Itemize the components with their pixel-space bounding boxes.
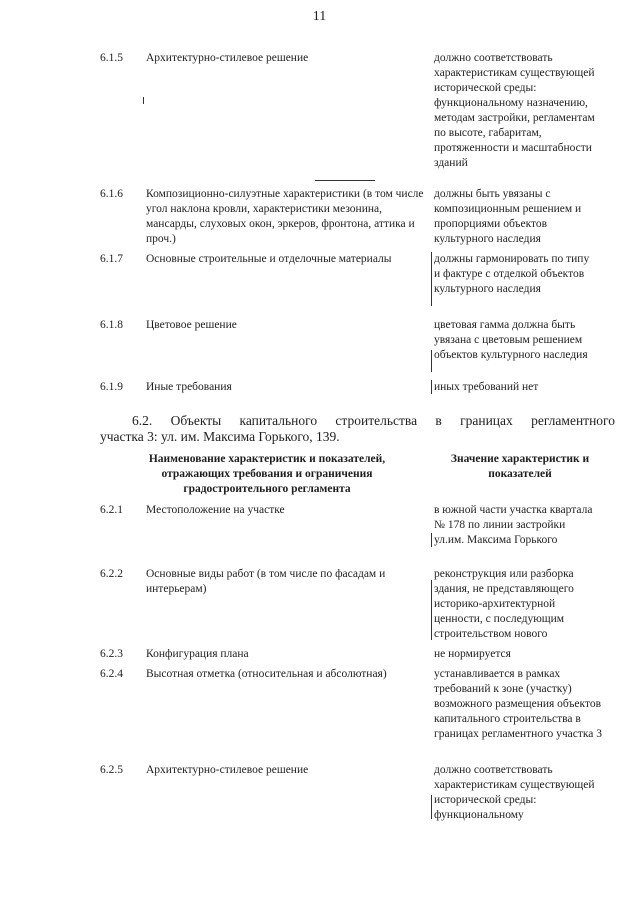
section-heading <box>100 413 615 445</box>
column-header-name: Наименование характеристик и показателей, отражающих требования и ограничения градостроительного регламента <box>148 453 386 495</box>
page-number: 11 <box>312 9 327 24</box>
row-name: Высотная отметка (относительная и абсолютная) <box>146 668 387 680</box>
row-value: в южной части участка квартала № 178 по линии застройки ул.им. Максима Горького <box>434 504 593 546</box>
row-value: реконструкция или разборка здания, не представляющего историко-архитектурной ценности, с последующим строительством нового <box>434 568 574 640</box>
row-value: иных требований нет <box>434 381 539 393</box>
row-number: 6.2.3 <box>100 648 123 660</box>
row-number: 6.2.2 <box>100 568 123 580</box>
row-value: устанавливается в рамках требований к зоне (участку) возможного размещения объектов капитального строительства в границах регламентного участка 3 <box>434 668 603 740</box>
row-name: Цветовое решение <box>146 319 237 331</box>
section-heading-line: 6.2. Объекты капитального строительства в границах регламентного <box>132 413 615 428</box>
column-divider <box>431 580 432 640</box>
row-name: Иные требования <box>146 381 232 393</box>
row-number: 6.2.5 <box>100 764 123 776</box>
column-divider <box>431 252 432 306</box>
row-number: 6.1.6 <box>100 188 123 200</box>
row-name: Основные строительные и отделочные материалы <box>146 253 392 265</box>
row-value: должно соответствовать характеристикам существующей исторической среды: функциональному <box>434 764 595 821</box>
row-value: должны гармонировать по типу и фактуре с отделкой объектов культурного наследия <box>434 253 590 295</box>
row-name: Композиционно-силуэтные характеристики (в том числе угол наклона кровли, характеристики мезонина, мансарды, слуховых окон, эркеров, фронтона, аттика и проч.) <box>146 188 424 245</box>
row-name: Конфигурация плана <box>146 648 249 660</box>
column-divider <box>431 533 432 547</box>
row-number: 6.2.1 <box>100 504 123 516</box>
row-name: Архитектурно-стилевое решение <box>146 52 309 64</box>
column-divider <box>431 795 432 819</box>
column-divider <box>431 380 432 394</box>
section-heading-line: участка 3: ул. им. Максима Горького, 139. <box>100 429 340 444</box>
row-number: 6.1.9 <box>100 381 123 393</box>
row-number: 6.2.4 <box>100 668 123 680</box>
row-value: цветовая гамма должна быть увязана с цветовым решением объектов культурного наследия <box>434 319 588 361</box>
row-value: должны быть увязаны с композиционным решением и пропорциями объектов культурного наследия <box>434 188 582 245</box>
row-number: 6.1.8 <box>100 319 123 331</box>
row-number: 6.1.5 <box>100 52 123 64</box>
row-value: должно соответствовать характеристикам существующей исторической среды: функциональному назначению, методам застройки, регламентам по высоте, габаритам, протяженности и масштабности зданий <box>434 52 595 169</box>
column-header-value: Значение характеристик и показателей <box>450 453 590 480</box>
row-value: не нормируется <box>434 648 511 660</box>
row-number: 6.1.7 <box>100 253 123 265</box>
row-name: Местоположение на участке <box>146 504 285 516</box>
row-name: Основные виды работ (в том числе по фасадам и интерьерам) <box>146 568 386 595</box>
column-divider <box>143 97 144 104</box>
column-divider <box>431 350 432 372</box>
row-name: Архитектурно-стилевое решение <box>146 764 309 776</box>
row-divider <box>315 180 375 181</box>
